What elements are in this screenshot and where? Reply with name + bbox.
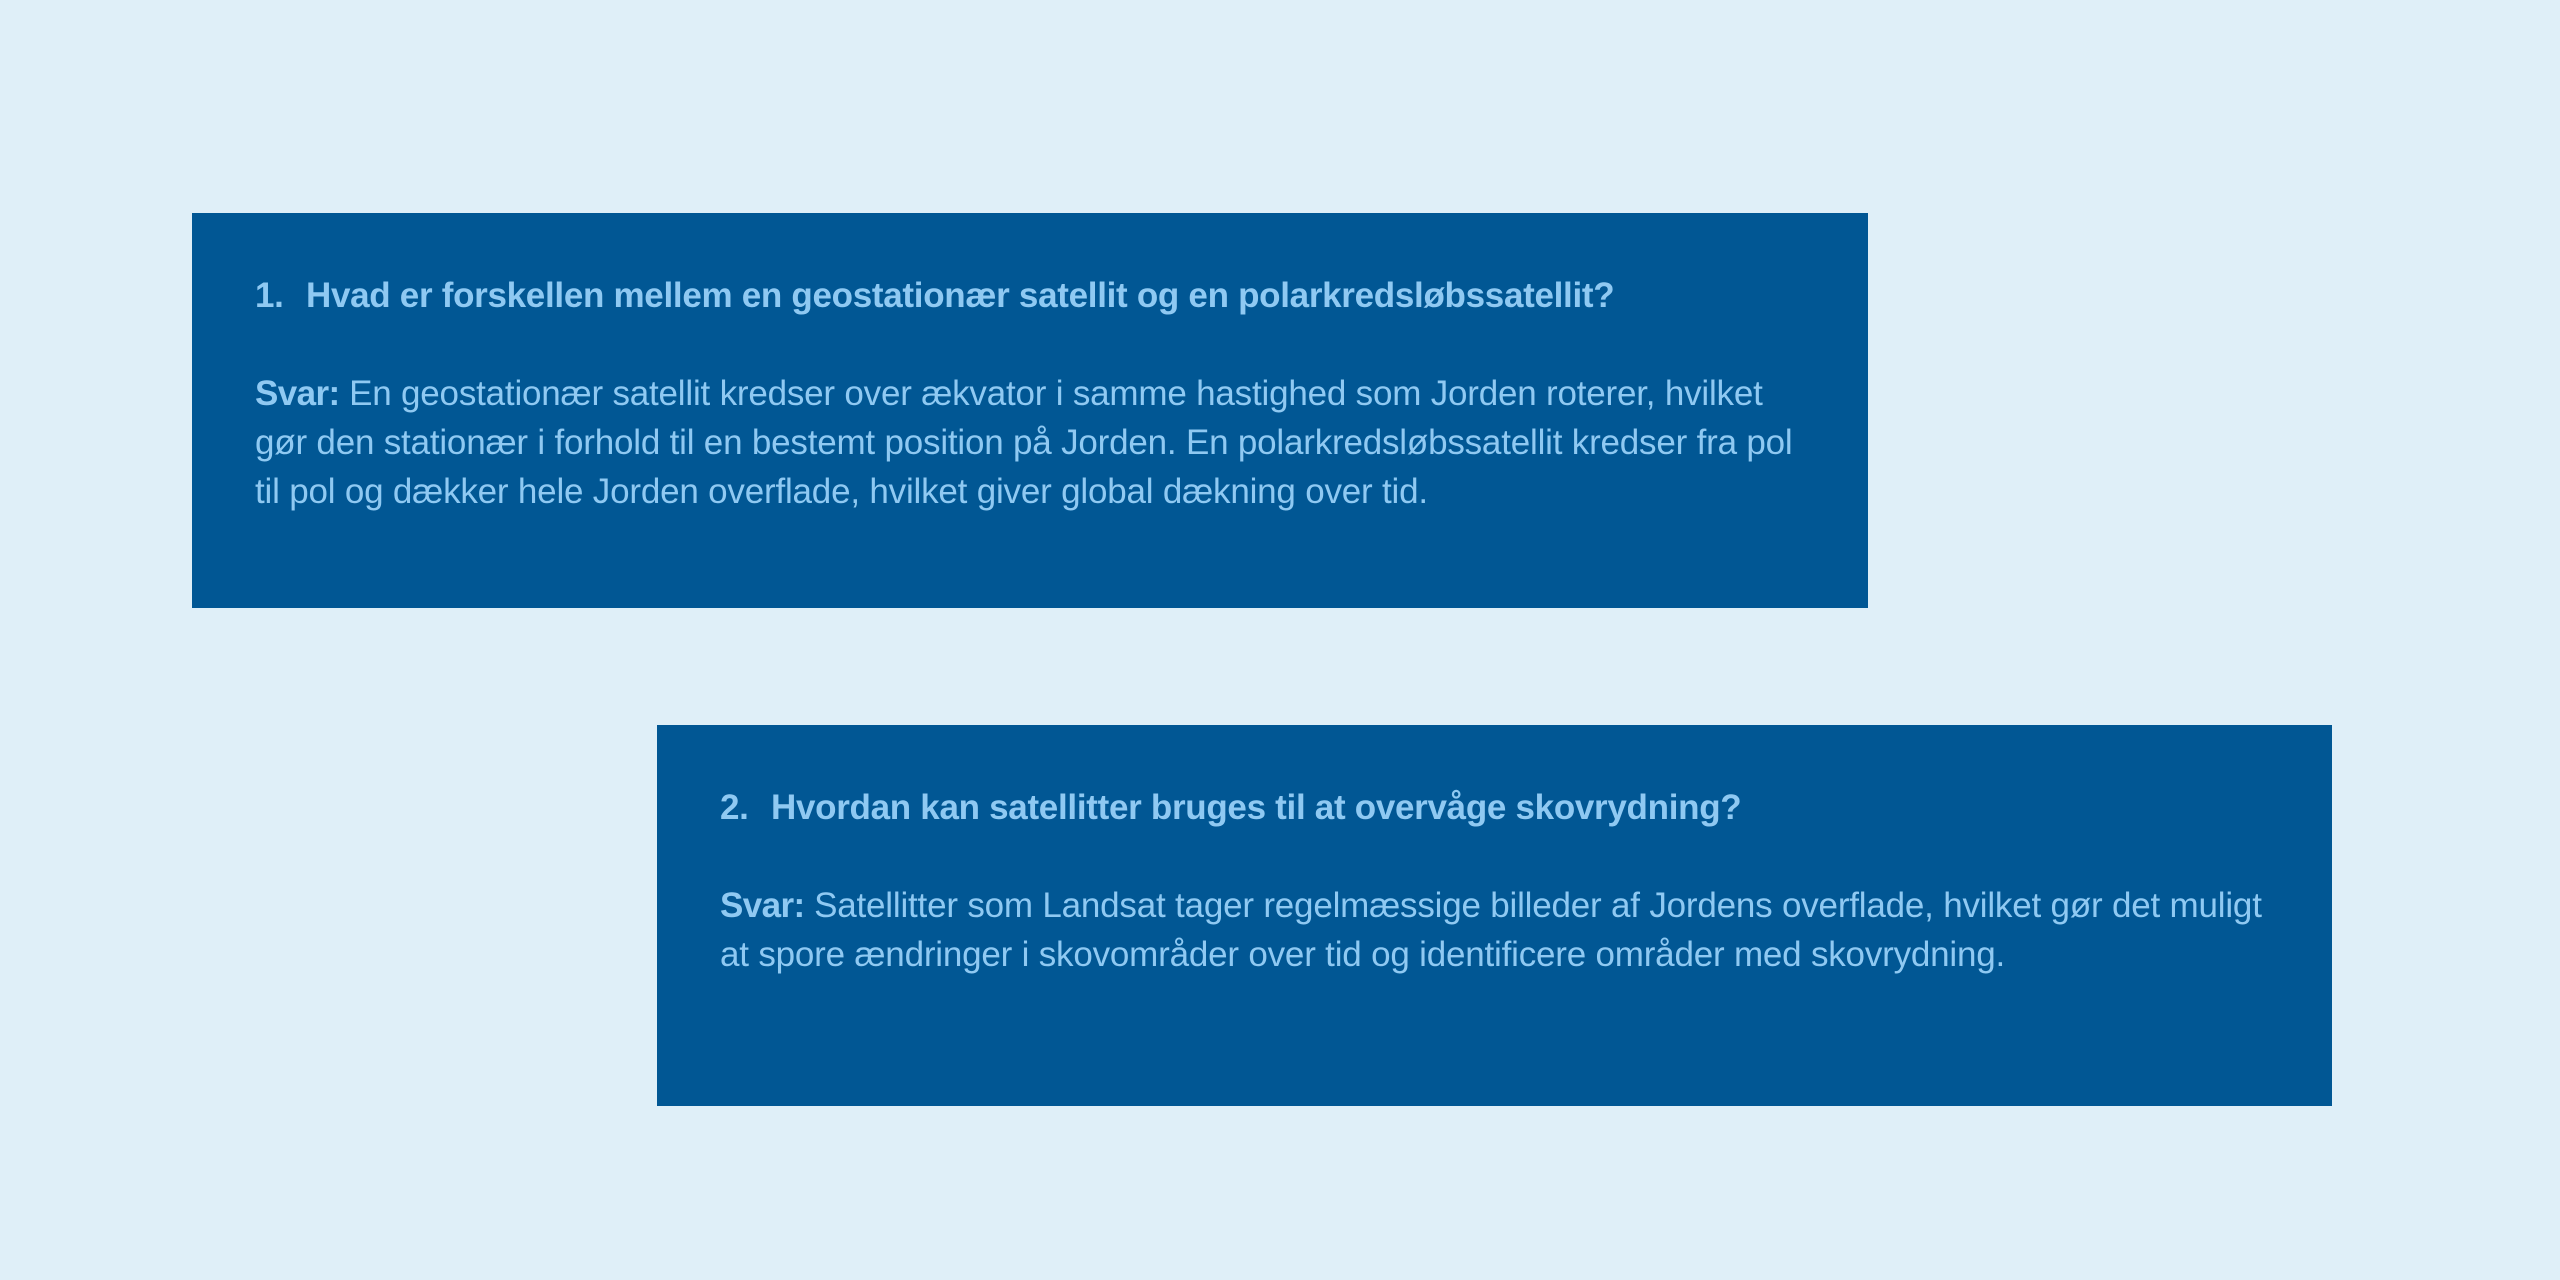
question-number: 2.	[720, 788, 749, 827]
answer-1	[255, 369, 1808, 516]
qa-card-1	[192, 213, 1868, 608]
answer-label: Svar:	[255, 374, 340, 413]
answer-2	[720, 881, 2272, 979]
question-number: 1.	[255, 276, 284, 315]
answer-label: Svar:	[720, 886, 805, 925]
question-1	[255, 271, 1808, 321]
answer-text: En geostationær satellit kredser over ækvator i samme hastighed som Jorden roterer, hvilket gør den stationær i forhold til en bestemt position på Jorden. En polarkredsløbssatellit kredser fra pol til pol og dækker hele Jorden overflade, hvilket giver global dækning over tid.	[255, 374, 1793, 511]
qa-card-2	[657, 725, 2332, 1106]
answer-text: Satellitter som Landsat tager regelmæssige billeder af Jordens overflade, hvilket gør det muligt at spore ændringer i skovområder over tid og identificere områder med skovrydning.	[720, 886, 2262, 974]
question-text: Hvordan kan satellitter bruges til at overvåge skovrydning?	[771, 788, 1742, 827]
question-text: Hvad er forskellen mellem en geostationær satellit og en polarkredsløbssatellit?	[306, 276, 1615, 315]
question-2	[720, 783, 2272, 833]
